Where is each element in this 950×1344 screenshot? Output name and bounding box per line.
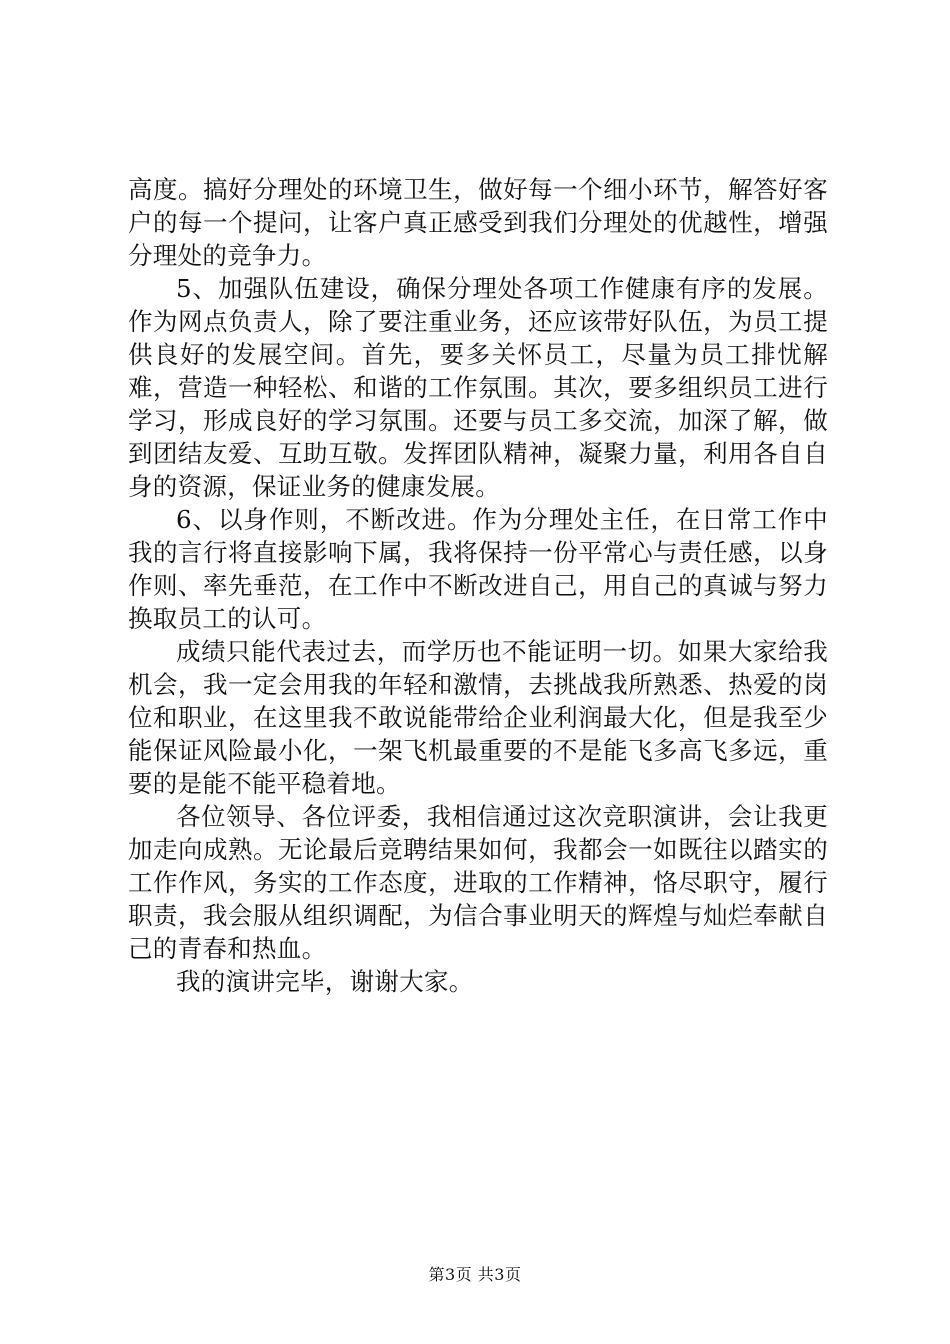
paragraph-lead-by-example: 6、以身作则，不断改进。作为分理处主任，在日常工作中我的言行将直接影响下属，我将保持一份平常心与责任感，以身作则、率先垂范，在工作中不断改进自己，用自己的真诚与努力换取员工的认可。	[128, 505, 828, 633]
paragraph-achievements: 成绩只能代表过去，而学历也不能证明一切。如果大家给我机会，我一定会用我的年轻和激情，去挑战我所熟悉、热爱的岗位和职业，在这里我不敢说能带给企业利润最大化，但是我至少能保证风险最小化，一架飞机最重要的不是能飞多高飞多远，重要的是能不能平稳着地。	[128, 637, 828, 798]
page-number-footer: 第3页 共3页	[428, 1265, 522, 1284]
document-body	[128, 173, 828, 998]
paragraph-thanks: 我的演讲完毕，谢谢大家。	[176, 967, 474, 996]
paragraph-team-building: 5、加强队伍建设，确保分理处各项工作健康有序的发展。作为网点负责人，除了要注重业务，还应该带好队伍，为员工提供良好的发展空间。首先，要多关怀员工，尽量为员工排忧解难，营造一种轻松、和谐的工作氛围。其次，要多组织员工进行学习，形成良好的学习氛围。还要与员工多交流，加深了解，做到团结友爱、互助互敬。发挥团队精神，凝聚力量，利用各自自身的资源，保证业务的健康发展。	[128, 274, 828, 501]
paragraph-continuation: 高度。搞好分理处的环境卫生，做好每一个细小环节，解答好客户的每一个提问，让客户真正感受到我们分理处的优越性，增强分理处的竞争力。	[128, 175, 828, 270]
paragraph-closing-statement: 各位领导、各位评委，我相信通过这次竞职演讲，会让我更加走向成熟。无论最后竞聘结果如何，我都会一如既往以踏实的工作作风，务实的工作态度，进取的工作精神，恪尽职守，履行职责，我会服从组织调配，为信合事业明天的辉煌与灿烂奉献自己的青春和热血。	[128, 802, 828, 963]
